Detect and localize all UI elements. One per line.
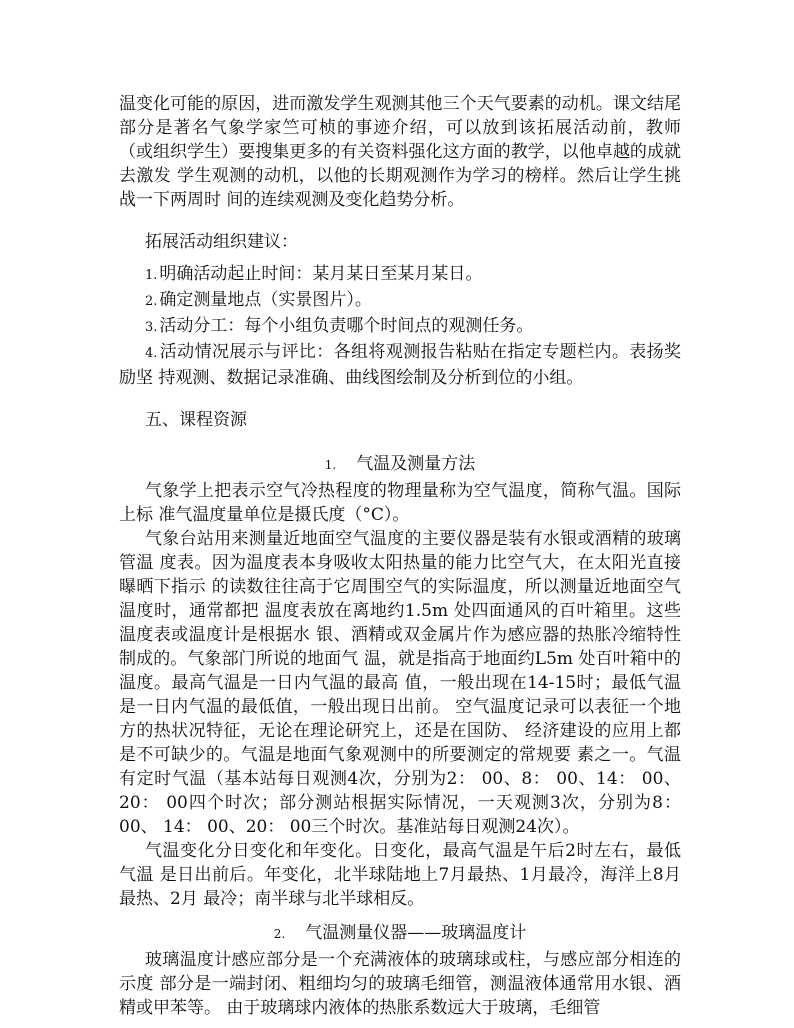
subsection-number: 1. xyxy=(324,458,337,472)
subsection-title-text: 气温及测量方法 xyxy=(356,454,476,474)
paragraph: 气象学上把表示空气冷热程度的物理量称为空气温度，简称气温。国际上标 准气温度量单位是摄氏度（°C）。 xyxy=(119,481,681,525)
subsection-title-1 xyxy=(119,452,681,477)
intro-paragraph: 温变化可能的原因，进而激发学生观测其他三个天气要素的动机。课文结尾部分是著名气象学家竺可桢的事迹介绍，可以放到该拓展活动前，教师 （或组织学生）要搜集更多的有关资料强化这方面的教学，以他卓越的成就去激发 学生观测的动机，以他的长期观测作为学习的榜样。然后让学生挑战一下两周时 间的连续观测及变化趋势分析。 xyxy=(119,94,681,210)
subsection-title-text: 气温测量仪器——玻璃温度计 xyxy=(305,923,527,943)
list-item xyxy=(119,262,681,288)
subsection-number: 2. xyxy=(273,927,286,941)
list-item-number: 2. xyxy=(145,294,158,309)
paragraph: 玻璃温度计感应部分是一个充满液体的玻璃球或柱，与感应部分相连的示度 部分是一端封闭、粗细均匀的玻璃毛细管，测温液体通常用水银、酒精或甲苯等。 由于玻璃球内液体的热胀系数远大于玻璃，毛细管 xyxy=(119,950,681,1018)
section-heading: 五、课程资源 xyxy=(145,410,247,430)
list-item xyxy=(119,288,681,314)
activity-list xyxy=(119,262,681,390)
list-item-text: 明确活动起止时间：某月某日至某月某日。 xyxy=(159,264,483,284)
paragraph: 气象台站用来测量近地面空气温度的主要仪器是装有水银或酒精的玻璃管温 度表。因为温度表本身吸收太阳热量的能力比空气大，在太阳光直接曝晒下指示 的读数往往高于它周围空气的实际温度，所以测量近地面空气温度时，通常都把 温度表放在离地约1.5m 处四面通风的百叶箱里。这些温度表或温度计是根据水 银、酒精或双金属片作为感应器的热胀冷缩特性制成的。气象部门所说的地面气 温，就是指高于地面约L5m 处百叶箱中的温度。最高气温是一日内气温的最高 值，一般出现在14-15时；最低气温是一日内气温的最低值，一般出现日出前。 空气温度记录可以表征一个地方的热状况特征，无论在理论研究上，还是在国防、 经济建设的应用上都是不可缺少的。气温是地面气象观测中的所要测定的常规要 素之一。气温有定时气温（基本站每日观测4次，分别为2： 00、8： 00、14： 00、 20： 00四个时次；部分测站根据实际情况，一天观测3次，分别为8： 00、 14： 00、20： 00三个时次。基准站每日观测24次）。 xyxy=(119,529,681,837)
document-page xyxy=(119,92,681,1020)
activity-heading: 拓展活动组织建议： xyxy=(145,232,298,252)
list-item-number: 1. xyxy=(145,268,158,283)
list-item-text: 确定测量地点（实景图片）。 xyxy=(159,290,372,310)
subsection-title-2 xyxy=(119,921,681,946)
list-item-text: 活动分工：每个小组负责哪个时间点的观测任务。 xyxy=(159,316,534,336)
list-item-number: 4. xyxy=(145,346,158,361)
list-item-text: 活动情况展示与评比：各组将观测报告粘贴在指定专题栏内。表扬奖励坚 持观测、数据记录准确、曲线图绘制及分析到位的小组。 xyxy=(119,342,681,388)
list-item-number: 3. xyxy=(145,320,158,335)
list-item xyxy=(119,314,681,340)
paragraph: 气温变化分日变化和年变化。日变化，最高气温是午后2时左右，最低气温 是日出前后。年变化，北半球陆地上7月最热、1月最冷，海洋上8月最热、2月 最冷；南半球与北半球相反。 xyxy=(119,841,681,909)
list-item xyxy=(119,340,681,390)
